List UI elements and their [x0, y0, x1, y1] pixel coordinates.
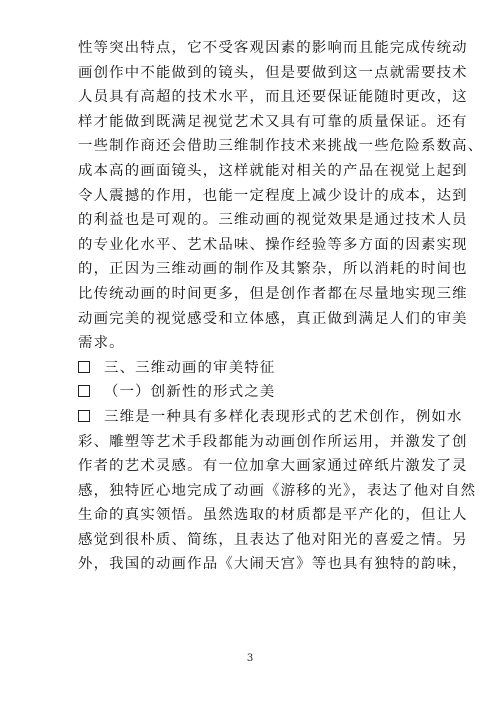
section-heading — [78, 356, 418, 381]
text-line: 人员具有高超的技术水平，而且还要保证能随时更改，这 — [78, 89, 468, 106]
text-line: 彩、雕塑等艺术手段都能为动画创作所运用，并激发了创 — [78, 433, 468, 450]
subsection-heading-text: （一）创新性的形式之美 — [104, 384, 276, 401]
subsection-heading — [78, 380, 418, 405]
text-line: 性等突出特点，它不受客观因素的影响而且能完成传统动 — [78, 40, 468, 56]
text-line: 三维是一种具有多样化表现形式的艺术创作，例如水 — [104, 408, 463, 425]
text-line: 一些制作商还会借助三维制作技术来挑战一些危险系数高、 — [78, 138, 484, 155]
text-line: 令人震撼的作用，也能一定程度上减少设计的成本，达到 — [78, 187, 468, 204]
text-line: 感，独特匠心地完成了动画《游移的光》，表达了他对自然 — [78, 482, 477, 499]
text-line: 样才能做到既满足视觉艺术又具有可靠的质量保证。还有 — [78, 113, 468, 130]
text-line: 需求。 — [78, 335, 125, 352]
text-line: 感觉到很朴质、简练，且表达了他对阳光的喜爱之情。另 — [78, 531, 468, 548]
body-text — [78, 36, 484, 577]
checkbox-square-icon — [78, 385, 90, 397]
text-line: 的，正因为三维动画的制作及其繁杂，所以消耗的时间也 — [78, 261, 468, 278]
text-line: 动画完美的视觉感受和立体感，真正做到满足人们的审美 — [78, 310, 468, 327]
text-line: 作者的艺术灵感。有一位加拿大画家通过碎纸片激发了灵 — [78, 458, 468, 475]
paragraph-first-line — [78, 405, 463, 430]
checkbox-square-icon — [78, 361, 90, 373]
text-line: 成本高的画面镜头，这样就能对相关的产品在视觉上起到 — [78, 162, 468, 179]
page-number: 3 — [246, 653, 254, 664]
text-line: 外，我国的动画作品《大闹天宫》等也具有独特的韵味， — [78, 556, 468, 573]
text-line: 生命的真实领悟。虽然选取的材质都是平产化的，但让人 — [78, 507, 468, 524]
checkbox-square-icon — [78, 410, 90, 422]
text-line: 的专业化水平、艺术品味、操作经验等多方面的因素实现 — [78, 236, 468, 253]
section-heading-text: 三、三维动画的审美特征 — [104, 359, 276, 376]
text-line: 的利益也是可观的。三维动画的视觉效果是通过技术人员 — [78, 212, 468, 229]
text-line: 画创作中不能做到的镜头，但是要做到这一点就需要技术 — [78, 64, 468, 81]
text-line: 比传统动画的时间更多，但是创作者都在尽量地实现三维 — [78, 285, 468, 302]
